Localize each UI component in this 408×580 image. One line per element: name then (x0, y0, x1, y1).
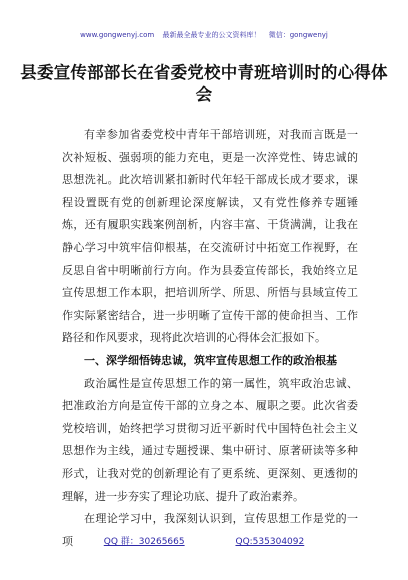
qq-contact-link[interactable]: QQ:535304092 (235, 537, 305, 547)
wechat-id: 微信：gongwenyj (268, 31, 328, 39)
site-slogan: 最新最全最专业的公文资料库！ (162, 31, 261, 39)
intro-paragraph: 有幸参加省委党校中青年干部培训班，对我而言既是一次补短板、强弱项的能力充电，更是一次淬党性、铸忠诚的思想洗礼。此次培训紧扣新时代年轻干部成长成才要求，课程设置既有党的创新理论深度解读，又有党性修养专题锤炼，还有履职实践案例剖析，内容丰富、干货满满，让我在静心学习中筑牢信仰根基，在交流研讨中拓宽工作视野，在反思自省中明晰前行方向。作为县委宣传部长，我始终立足宣传思想工作本职，把培训所学、所思、所悟与县域宣传工作实际紧密结合，进一步明晰了宣传干部的使命担当、工作路径和作风要求，现将此次培训的心得体会汇报如下。 (62, 128, 358, 345)
qq-group-link[interactable]: QQ 群：30265665 (103, 537, 185, 547)
section-heading: 一、深学细悟铸忠诚，筑牢宣传思想工作的政治根基 (84, 353, 337, 367)
body-paragraph: 政治属性是宣传思想工作的第一属性，筑牢政治忠诚、把准政治方向是宣传干部的立身之本、履职之要。此次省委党校培训，始终把学习贯彻习近平新时代中国特色社会主义思想作为主线，通过专题授课、集中研讨、原著研读等多种形式，让我对党的创新理论有了更系统、更深刻、更透彻的理解，进一步夯实了理论功底、提升了政治素养。 (62, 376, 358, 503)
footer (0, 536, 408, 548)
document-body (62, 124, 358, 553)
header-bar (0, 30, 408, 40)
document-title: 县委宣传部部长在省委党校中青班培训时的心得体会 (20, 63, 388, 104)
body-paragraph: 在理论学习中，我深刻认识到，宣传思想工作是党的一项 (62, 512, 358, 548)
site-url[interactable]: www.gongwenyj.com (80, 31, 155, 39)
